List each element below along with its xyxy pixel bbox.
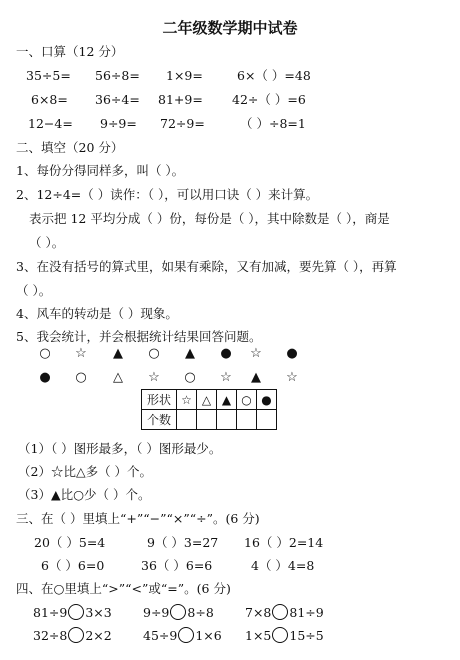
compare-right: 15÷5 — [289, 628, 324, 643]
compare-right: 1×6 — [195, 628, 222, 643]
oral-item: 6×（ ）=48 — [237, 68, 311, 83]
star-outline-icon: ☆ — [220, 370, 232, 385]
count-blank — [197, 410, 217, 430]
filled-triangle-icon: ▲ — [251, 370, 261, 385]
star-outline-icon: ☆ — [148, 370, 160, 385]
filled-circle-icon: ● — [286, 346, 298, 361]
table-row-label: 个数 — [142, 410, 177, 430]
fill-q4: 4、风车的转动是（ ）现象。 — [16, 306, 178, 321]
count-blank — [217, 410, 237, 430]
fill-q3-line2: （ ）。 — [16, 283, 52, 298]
filled-circle-icon: ● — [220, 346, 232, 361]
oral-item: 36÷4= — [95, 92, 140, 107]
circle-icon: ○ — [184, 370, 196, 385]
compare-left: 45÷9 — [143, 628, 178, 643]
fill-q2-line3: （ ）。 — [29, 235, 65, 250]
compare-left: 81÷9 — [33, 605, 68, 620]
circle-icon: ○ — [237, 390, 257, 410]
op-item: 36（ ）6=6 — [141, 558, 213, 573]
compare-right: 8÷8 — [187, 605, 214, 620]
count-blank — [177, 410, 197, 430]
section-3-heading: 三、在（ ）里填上“+”“−”“×”“÷”。(6 分) — [16, 511, 260, 526]
oral-item: 72÷9= — [160, 116, 205, 131]
compare-left: 7×8 — [245, 605, 272, 620]
oral-item: （ ）÷8=1 — [240, 116, 306, 131]
compare-circle-blank — [272, 604, 288, 620]
fill-q2-line1: 2、12÷4=（ ）读作：（ ），可以用口诀（ ）来计算。 — [16, 187, 319, 202]
triangle-outline-icon: △ — [113, 370, 123, 385]
compare-circle-blank — [68, 627, 84, 643]
fill-q2-line2: 表示把 12 平均分成（ ）份，每份是（ ），其中除数是（ ），商是 — [29, 211, 390, 226]
oral-item: 42÷（ ）=6 — [232, 92, 306, 107]
section-2-heading: 二、填空（20 分） — [16, 140, 124, 155]
compare-item — [143, 627, 222, 644]
filled-circle-icon: ● — [257, 390, 277, 410]
compare-item — [33, 627, 112, 644]
compare-right: 2×2 — [85, 628, 112, 643]
table-row-label: 形状 — [142, 390, 177, 410]
compare-right: 81÷9 — [289, 605, 324, 620]
stats-q2: （2）☆比△多（ ）个。 — [18, 464, 153, 479]
fill-q3-line1: 3、在没有括号的算式里，如果有乘除，又有加减，要先算（ ），再算 — [16, 259, 397, 274]
compare-item — [245, 604, 324, 621]
compare-left: 9÷9 — [143, 605, 170, 620]
page-title: 二年级数学期中试卷 — [162, 19, 298, 37]
circle-icon: ○ — [75, 370, 87, 385]
triangle-outline-icon: △ — [197, 390, 217, 410]
oral-item: 12−4= — [28, 116, 73, 131]
oral-item: 56÷8= — [95, 68, 140, 83]
oral-item: 81+9= — [158, 92, 203, 107]
op-item: 4（ ）4=8 — [251, 558, 315, 573]
oral-item: 6×8= — [31, 92, 68, 107]
oral-item: 35÷5= — [26, 68, 71, 83]
op-item: 16（ ）2=14 — [244, 535, 324, 550]
op-item: 9（ ）3=27 — [147, 535, 219, 550]
compare-item — [245, 627, 324, 644]
fill-q5: 5、我会统计，并会根据统计结果回答问题。 — [16, 329, 262, 344]
compare-circle-blank — [178, 627, 194, 643]
fill-q1: 1、每份分得同样多，叫（ ）。 — [16, 163, 185, 178]
compare-left: 1×5 — [245, 628, 272, 643]
shape-count-table — [141, 389, 277, 430]
star-outline-icon: ☆ — [75, 346, 87, 361]
count-blank — [257, 410, 277, 430]
stats-q1: （1）（ ）图形最多，（ ）图形最少。 — [18, 441, 222, 456]
section-1-heading: 一、口算（12 分） — [16, 44, 124, 59]
filled-triangle-icon: ▲ — [217, 390, 237, 410]
compare-item — [33, 604, 112, 621]
star-outline-icon: ☆ — [177, 390, 197, 410]
star-outline-icon: ☆ — [250, 346, 262, 361]
op-item: 20（ ）5=4 — [34, 535, 106, 550]
filled-triangle-icon: ▲ — [113, 346, 123, 361]
compare-circle-blank — [170, 604, 186, 620]
compare-circle-blank — [68, 604, 84, 620]
stats-q3: （3）▲比○少（ ）个。 — [18, 487, 151, 502]
filled-triangle-icon: ▲ — [185, 346, 195, 361]
oral-item: 9÷9= — [100, 116, 137, 131]
filled-circle-icon: ● — [39, 370, 51, 385]
op-item: 6（ ）6=0 — [41, 558, 105, 573]
compare-item — [143, 604, 214, 621]
compare-right: 3×3 — [85, 605, 112, 620]
compare-left: 32÷8 — [33, 628, 68, 643]
oral-item: 1×9= — [166, 68, 203, 83]
count-blank — [237, 410, 257, 430]
star-outline-icon: ☆ — [286, 370, 298, 385]
circle-icon: ○ — [148, 346, 160, 361]
circle-icon: ○ — [39, 346, 51, 361]
section-4-heading: 四、在○里填上“>”“<”或“=”。(6 分) — [16, 581, 231, 596]
compare-circle-blank — [272, 627, 288, 643]
